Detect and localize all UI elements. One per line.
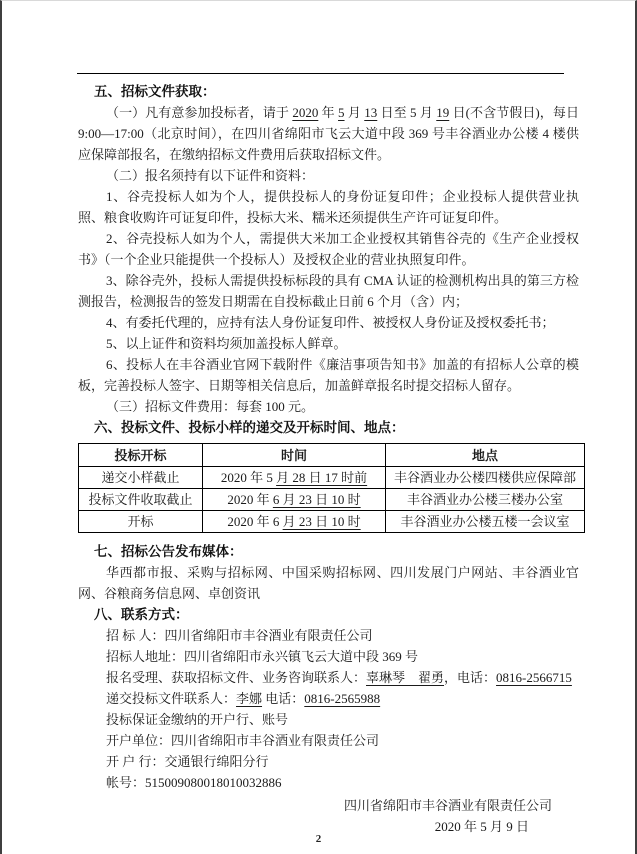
schedule-table-header-row — [79, 444, 585, 467]
underlined-text: 0816-2566715 — [496, 670, 572, 685]
underlined-text: 13 — [364, 105, 378, 120]
text-run: ，电话： — [444, 670, 497, 685]
contact-line-registration — [78, 667, 579, 688]
section5-item-1: 1、谷壳投标人如为个人，提供投标人的身份证复印件；企业投标人提供营业执照、粮食收购许可证复印件，投标大米、糯米还须提供生产许可证复印件。 — [78, 189, 579, 225]
underlined-text: 0816-2565988 — [304, 691, 381, 706]
table-row — [79, 511, 585, 533]
table-row — [79, 489, 585, 511]
contact-line-bank — [78, 751, 579, 772]
underlined-text: 李娜 — [236, 691, 263, 706]
underlined-text: 2020 — [292, 105, 319, 120]
text-run: 2020 年 — [227, 492, 273, 507]
text-run: （一）凡有意参加投标者，请于 — [106, 105, 293, 120]
location-cell: 丰谷酒业办公楼五楼一会议室 — [386, 511, 585, 533]
schedule-table — [78, 443, 585, 533]
text-run: 帐号：515009080018010032886 — [106, 775, 282, 790]
contact-line-account-holder — [78, 730, 579, 751]
text-run: 月 — [344, 105, 365, 120]
underlined-text: 辜琳琴 翟勇 — [366, 670, 445, 685]
footer-company: 四川省绵阳市丰谷酒业有限责任公司 — [343, 798, 552, 813]
section5-item-5: 5、以上证件和资料均须加盖投标人鲜章。 — [106, 336, 347, 351]
stage-cell: 投标文件收取截止 — [79, 489, 203, 511]
section8-heading: 八、联系方式： — [94, 607, 189, 622]
section6-heading: 六、投标文件、投标小样的递交及开标时间、地点： — [94, 420, 405, 435]
table-row — [79, 467, 585, 489]
contact-line-submission — [78, 688, 579, 709]
contact-line-account-number — [78, 772, 579, 793]
media-list: 华西都市报、采购与招标网、中国采购招标网、四川发展门户网站、丰谷酒业官网、谷粮商务信息网、卓创资讯 — [78, 565, 579, 601]
section5-item-3: 3、除谷壳外，投标人需提供投标标段的具有 CMA 认证的检测机构出具的第三方检测报告，检测报告的签发日期需在自投标截止日前 6 个月（含）内； — [78, 273, 579, 309]
time-cell — [203, 511, 386, 533]
text-run: 年 — [318, 105, 339, 120]
header-cell-location: 地点 — [386, 444, 585, 467]
underlined-text: 19 — [436, 105, 450, 120]
footer-date: 2020 年 5 月 9 日 — [434, 819, 529, 834]
section5-item-2: 2、谷壳投标人如为个人，需提供大米加工企业授权其销售谷壳的《生产企业授权书》（一个企业只能提供一个投标人）及授权企业的营业执照复印件。 — [78, 231, 579, 267]
header-cell-stage: 投标开标 — [79, 444, 203, 467]
section5-item-6: 6、投标人在丰谷酒业官网下载附件《廉洁事项告知书》加盖的有招标人公章的模板，完善投标人签字、日期等相关信息后，加盖鲜章报名时提交招标人留存。 — [78, 357, 579, 393]
contact-line-bidder — [78, 625, 579, 646]
header-rule — [77, 73, 564, 74]
text-run: 电话： — [262, 691, 305, 706]
header-cell-time: 时间 — [203, 444, 386, 467]
text-run: 开 户 行：交通银行绵阳分行 — [106, 754, 269, 769]
stage-cell: 开标 — [79, 511, 203, 533]
text-run: 日至 5 月 — [377, 105, 437, 120]
contact-line-address — [78, 646, 579, 667]
contact-line-deposit — [78, 709, 579, 730]
section5-paragraph-apply — [78, 102, 579, 165]
location-cell: 丰谷酒业办公楼三楼办公室 — [386, 489, 585, 511]
text-run: 2020 年 6 — [227, 514, 283, 529]
section5-paragraph-fee: （三）招标文件费用：每套 100 元。 — [106, 399, 315, 414]
underlined-text: 5 — [338, 105, 345, 120]
underlined-text: 月 28 日 17 时前 — [276, 470, 368, 485]
time-cell — [203, 489, 386, 511]
stage-cell: 递交小样截止 — [79, 467, 203, 489]
text-run: 2020 年 5 — [220, 470, 277, 485]
time-cell — [203, 467, 386, 489]
document-content — [78, 81, 579, 837]
text-run: 招标人地址：四川省绵阳市永兴镇飞云大道中段 369 号 — [106, 649, 419, 664]
text-run: 开户单位：四川省绵阳市丰谷酒业有限责任公司 — [106, 733, 380, 748]
section5-item-4: 4、有委托代理的，应持有法人身份证复印件、被授权人身份证及授权委托书； — [106, 315, 555, 330]
text-run: 招 标 人：四川省绵阳市丰谷酒业有限责任公司 — [106, 628, 373, 643]
section5-paragraph-credentials-intro: （二）报名须持有以下证件和资料： — [106, 168, 315, 183]
text-run: 递交投标文件联系人： — [106, 691, 237, 706]
text-run: 日(不含节假日)，每日 9:00—17:00（北京时间），在四川省绵阳市飞云大道中段 369 号丰谷酒业办公楼 4 楼供应保障部报名，在缴纳招标文件费用后获取招标文件。 — [78, 105, 579, 162]
section7-heading: 七、招标公告发布媒体： — [94, 544, 243, 559]
text-run: 报名受理、获取招标文件、业务咨询联系人： — [106, 670, 367, 685]
text-run: 投标保证金缴纳的开户行、账号 — [106, 712, 289, 727]
location-cell: 丰谷酒业办公楼四楼供应保障部 — [386, 467, 585, 489]
section5-heading: 五、招标文件获取： — [94, 84, 216, 99]
underlined-text: 月 23 日 10 时 — [282, 514, 361, 529]
underlined-text: 6 月 23 日 10 时 — [272, 492, 361, 507]
page-number: 2 — [315, 833, 322, 845]
